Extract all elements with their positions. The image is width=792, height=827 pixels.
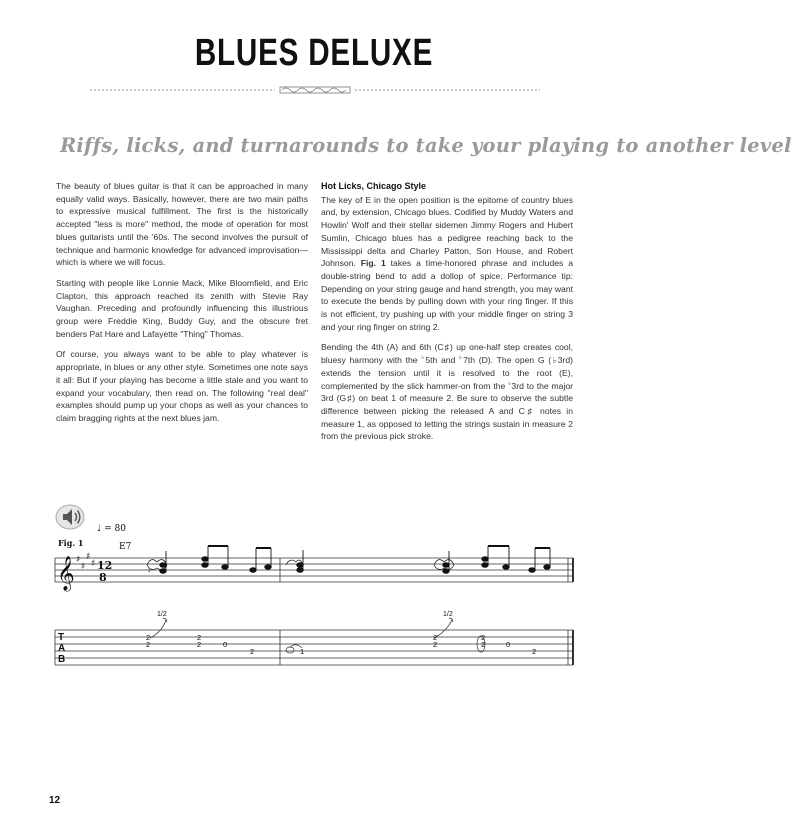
- paragraph: Bending the 4th (A) and 6th (C♯) up one-half step creates cool, bluesy harmony with the ♭5th and ♭7th (D). The open G (♭3rd) extends the tension until it is resolved to the root (E), complemented by the slick hammer-on from the ♭3rd to the major 3rd (G♯) on beat 1 of measure 2. Be sure to observe the subtle difference between picking the released A and C♯ notes in measure 1, as opposed to letting the strings sustain in measure 2 from the previous pick stroke.: [321, 342, 573, 442]
- bend-markings: [150, 618, 453, 638]
- svg-text:2: 2: [146, 633, 151, 642]
- paragraph: Starting with people like Lonnie Mack, Mike Bloomfield, and Eric Clapton, this approach reached its zenith with Stevie Ray Vaughan. Preceding and profoundly influencing this illustrious group were Freddie King, Buddy Guy, and the obscure fret benders Pat Hare and Lafayette "Thing" Thomas.: [56, 277, 308, 339]
- svg-text:2: 2: [146, 640, 151, 649]
- section-heading: Hot Licks, Chicago Style: [321, 181, 427, 191]
- svg-text:♯: ♯: [81, 562, 86, 572]
- audio-speaker-icon[interactable]: [55, 503, 87, 531]
- svg-text:2: 2: [433, 640, 438, 649]
- svg-text:♮: ♮: [148, 568, 151, 575]
- right-text-column: [321, 180, 573, 451]
- standard-staff: [55, 558, 573, 582]
- tab-staff: [55, 630, 573, 665]
- svg-text:2: 2: [481, 640, 486, 649]
- flat-symbol: ♭: [458, 355, 464, 362]
- tab-letter: B: [58, 654, 66, 665]
- svg-text:2: 2: [532, 647, 537, 656]
- page-subtitle: Riffs, licks, and turnarounds to take your playing to another level: [60, 134, 792, 157]
- left-text-column: [56, 180, 308, 433]
- key-signature: [76, 552, 95, 572]
- measure-2-notes: [286, 546, 550, 573]
- flat-symbol: ♭: [508, 380, 512, 387]
- svg-text:2: 2: [197, 633, 202, 642]
- music-notation: [50, 540, 580, 680]
- bend-label: 1/2: [443, 611, 453, 618]
- fig-reference: Fig. 1: [360, 258, 386, 269]
- svg-text:2: 2: [250, 647, 255, 656]
- flat-symbol: ♭: [421, 355, 426, 362]
- tempo-marking: ♩ = 80: [97, 524, 126, 534]
- title-ornament: [90, 84, 540, 96]
- svg-text:2: 2: [433, 633, 438, 642]
- page-number: 12: [49, 795, 61, 806]
- svg-text:♯: ♯: [86, 552, 91, 562]
- tab-numbers: [146, 633, 536, 656]
- time-signature-top: 12: [97, 559, 113, 572]
- svg-text:♯: ♯: [91, 559, 96, 569]
- svg-text:2: 2: [481, 633, 486, 642]
- svg-text:0: 0: [506, 640, 511, 649]
- bend-label: 1/2: [157, 611, 167, 618]
- chord-symbol: E7: [119, 542, 132, 552]
- svg-text:♯: ♯: [76, 555, 81, 565]
- treble-clef: 𝄞: [57, 556, 75, 591]
- svg-text:2: 2: [197, 640, 202, 649]
- time-signature-bottom: 8: [99, 571, 107, 584]
- paragraph: The beauty of blues guitar is that it can be approached in many equally valid ways. Basically, however, there are two main paths to expressive musical fulfillment. The first is the historically accepted "less is more" method, the mode of operation for most blues guitarists until the '60s. The second involves the pursuit of technique and harmonic knowledge for advanced improvisation—which is where we will focus.: [56, 181, 308, 268]
- paragraph: Of course, you always want to be able to play whatever is appropriate, in blues or any other style. Sometimes one note says it all: But if your playing has become a little stale and you want to expand your vocabulary, then read on. The following "real deal" examples should pump up your chops as well as your chances to claim bragging rights at the next blues jam.: [56, 349, 308, 423]
- hammer-on: [286, 636, 485, 653]
- svg-text:0: 0: [223, 640, 228, 649]
- page-title: BLUES DELUXE: [194, 32, 434, 74]
- measure-1-notes: [147, 546, 271, 575]
- svg-text:1: 1: [300, 647, 305, 656]
- paragraph: The key of E in the open position is the epitome of country blues and, by extension, Chicago blues. Codified by Muddy Waters and Howlin' Wolf and their stellar sidemen Jimmy Rogers and Hubert Sumlin, Chicago blues has a pedigree reaching back to the Mississippi delta and Charley Patton, Son House, and Robert Johnson. Fig. 1 takes a time-honored phrase and includes a double-string bend to add a dollop of spice. Performance tip: Depending on your string gauge and hand strength, you may want to execute the bends by pulling down with your ring finger. If this is not efficient, try pushing up with your middle finger on string 3 and your ring finger on string 2.: [321, 194, 573, 332]
- figure-label: Fig. 1: [58, 538, 84, 548]
- tab-letter: A: [58, 643, 66, 654]
- tab-letter: T: [58, 632, 65, 643]
